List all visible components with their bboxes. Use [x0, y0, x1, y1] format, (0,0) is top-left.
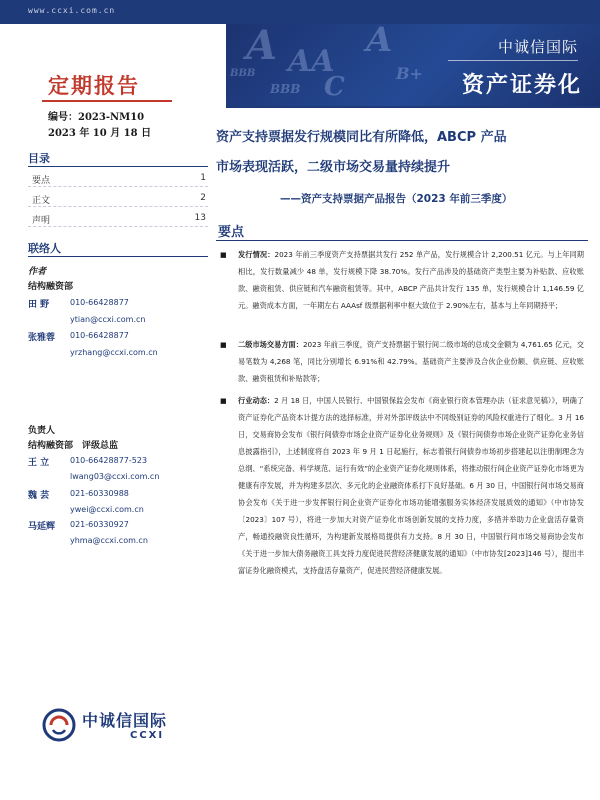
key-point-text: 2 月 18 日，中国人民银行、中国银保监会发布《商业银行资本管理办法（征求意见稿）》，明确了资产证券化产品资本计提方法的选择标准，并对外部评级法中不同级别证券的风险权重进行了细化。3 月 16 日，交易商协会发布《银行间债券市场企业资产证券化业务规则》及《银行间债券市场企业资产证券化业务信息披露指引》，上述制度将自 2023 年 9 月 1 日起施行，标志着银行间债券市场初步搭建起以注册制理念为总纲、“系统完备、科学规范、运行有效”的企业资产证券化规则体系，将推动银行间企业资产证券化市场更为健康有序发展，并为构建多层次、多元化的企业融资体系打下良好基础。6 月 30 日，中国银行间市场交易商协会发布《关于进一步发挥银行间企业资产证券化市场功能增强服务实体经济发展质效的通知》（中市协发〔2023〕107 号），将进一步加大对资产证券化市场创新发展的支持力度，多措并举助力企业盘活存量资产，畅通投融资良性循环，为构建新发展格局提供有力支持。8 月 30 日，中国银行间市场交易商协会发布《关于进一步加大债务融资工具支持力度促进民营经济健康发展的通知》（中市协发[2023]146 号），提出丰富证券化融资模式，支持盘活存量资产，促进民营经济健康发展。 — [238, 396, 584, 575]
toc-item-label: 声明 — [32, 216, 51, 226]
toc-item-page: 1 — [200, 173, 206, 183]
toc-item[interactable] — [28, 169, 208, 187]
toc-item[interactable] — [28, 209, 208, 227]
brand-divider — [448, 60, 578, 61]
contact-email[interactable]: yhma@ccxi.com.cn — [70, 536, 148, 545]
banner-deco-letter: BBB — [270, 82, 301, 96]
report-type: 定期报告 — [48, 74, 140, 98]
key-point-paragraph — [238, 336, 584, 387]
contact-email[interactable]: ywei@ccxi.com.cn — [70, 505, 144, 514]
lead-label: 负责人 — [28, 426, 56, 436]
toc-item-label: 要点 — [32, 176, 51, 186]
brand-name: 中诚信国际 — [497, 38, 578, 56]
key-points-divider — [216, 240, 588, 241]
report-number: 编号：2023-NM10 — [48, 112, 145, 123]
banner-deco-letter: A — [366, 24, 393, 60]
ccxi-logo — [42, 706, 202, 746]
contact-phone: 021-60330988 — [70, 489, 129, 498]
report-type-underline — [42, 100, 172, 102]
contact-phone: 010-66428877 — [70, 331, 129, 340]
header-banner — [226, 24, 600, 106]
report-subtitle: ——资产支持票据产品报告（2023 年前三季度） — [280, 193, 513, 205]
banner-deco-letter: BBB — [230, 68, 256, 79]
contact-name: 王 立 — [28, 458, 50, 468]
key-point-lead: 行业动态： — [238, 396, 275, 405]
key-point-paragraph — [238, 246, 584, 314]
toc-item[interactable] — [28, 189, 208, 207]
contact-name: 魏 芸 — [28, 491, 50, 501]
contact-phone: 010-66428877 — [70, 298, 129, 307]
ccxi-logo-mark-icon — [42, 708, 76, 742]
toc-item-page: 13 — [194, 213, 206, 223]
contact-phone: 021-60330927 — [70, 520, 129, 529]
contact-phone: 010-66428877-523 — [70, 456, 148, 465]
contact-email[interactable]: lwang03@ccxi.com.cn — [70, 472, 160, 481]
banner-deco-letter: A — [246, 24, 278, 69]
key-point-text: 2023 年前三季度资产支持票据共发行 252 单产品，发行规模合计 2,200.51 亿元。与上年同期相比，发行数量减少 48 单，发行规模下降 38.70%。发行产品涉及的基础资产类型主要为补贴款、应收账款、融资租赁、供应链和汽车融资租赁等。其中，ABCP 产品共计发行 135 单，发行规模合计 1,146.59 亿元。融资成本方面，一年期左右 AAAsf 级票据利率中枢大致位于 2.90%左右，基本与上年同期持平； — [238, 250, 584, 310]
key-point-text: 2023 年前三季度，资产支持票据于银行间二级市场的总成交金额为 4,761.65 亿元，交易笔数为 4,268 笔，同比分别增长 6.91%和 42.79%。基础资产主要涉及合伙企业份额、供应链、应收账款、融资租赁和补贴款等； — [238, 340, 584, 383]
site-url: www.ccxi.com.cn — [28, 6, 116, 15]
bullet-square-icon: ■ — [220, 251, 227, 259]
contact-email[interactable]: ytian@ccxi.com.cn — [70, 315, 146, 324]
authors-label: 作者 — [28, 267, 47, 277]
key-point-paragraph — [238, 392, 584, 579]
report-title-line1: 资产支持票据发行规模同比有所降低，ABCP 产品 — [216, 130, 507, 145]
key-point-lead: 二级市场交易方面： — [238, 340, 303, 349]
toc-item-page: 2 — [200, 193, 206, 203]
contact-name: 张雅蓉 — [28, 333, 56, 343]
header-underline — [226, 106, 600, 108]
logo-text: 中诚信国际 — [82, 711, 168, 730]
lead-dept: 结构融资部 评级总监 — [28, 441, 119, 451]
contact-email[interactable]: yrzhang@ccxi.com.cn — [70, 348, 158, 357]
contact-name: 田 野 — [28, 300, 50, 310]
logo-sub: CCXI — [130, 730, 165, 741]
product-name: 资产证券化 — [461, 73, 582, 98]
key-point-lead: 发行情况： — [238, 250, 275, 259]
report-date: 2023 年 10 月 18 日 — [48, 128, 152, 139]
toc-item-label: 正文 — [32, 196, 51, 206]
top-strip — [0, 0, 600, 24]
report-title-line2: 市场表现活跃，二级市场交易量持续提升 — [216, 160, 451, 175]
contacts-divider — [28, 256, 208, 257]
contacts-heading: 联络人 — [28, 242, 61, 255]
banner-deco-letter: C — [324, 72, 345, 102]
banner-deco-letter: B+ — [396, 64, 423, 83]
bullet-square-icon: ■ — [220, 341, 227, 349]
banner-deco-letter: AA — [288, 44, 335, 79]
authors-dept: 结构融资部 — [28, 282, 74, 292]
bullet-square-icon: ■ — [220, 397, 227, 405]
key-points-heading: 要点 — [218, 225, 245, 240]
toc-divider — [28, 166, 208, 167]
toc-heading: 目录 — [28, 152, 50, 165]
contact-name: 马延辉 — [28, 522, 56, 532]
